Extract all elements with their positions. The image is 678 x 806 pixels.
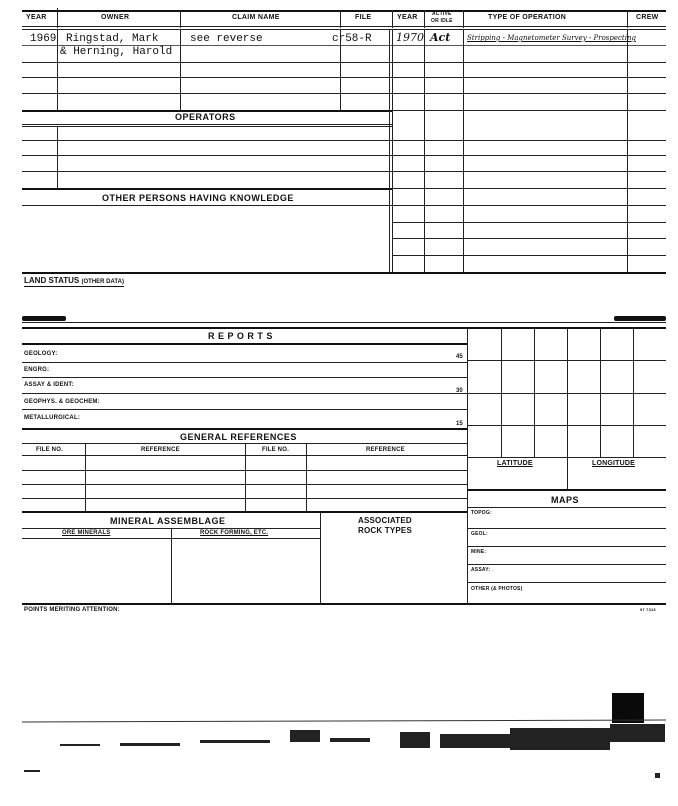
- ore-minerals: ORE MINERALS: [62, 530, 111, 536]
- header-active-line2: OR IDLE: [431, 18, 453, 24]
- ref-reference-1: REFERENCE: [141, 447, 180, 453]
- associated-line2: ROCK TYPES: [358, 526, 413, 535]
- maps-mine: MINE:: [471, 549, 487, 555]
- maps-geol: GEOL:: [471, 531, 488, 537]
- general-references-heading: GENERAL REFERENCES: [180, 432, 297, 442]
- header-claim-name: CLAIM NAME: [232, 14, 280, 21]
- header-active-line1: ACTIVE: [432, 11, 452, 17]
- ref-file-no-2: FILE NO.: [262, 447, 289, 453]
- reports-geophys: GEOPHYS. & GEOCHEM:: [24, 399, 100, 405]
- entry-op-year: 1970: [396, 31, 424, 44]
- reports-metallurgical: METALLURGICAL:: [24, 415, 81, 421]
- entry-year: 1969: [30, 33, 57, 45]
- reports-heading: R E P O R T S: [208, 331, 273, 341]
- reports-num-15: 15: [456, 421, 463, 427]
- entry-operation: Stripping - Magnetometer Survey - Prospecting: [467, 34, 636, 42]
- entry-active: Act: [430, 31, 451, 44]
- reports-assay: ASSAY & IDENT:: [24, 382, 74, 388]
- ref-reference-2: REFERENCE: [366, 447, 405, 453]
- longitude-label: LONGITUDE: [592, 460, 636, 467]
- maps-assay: ASSAY:: [471, 567, 491, 573]
- mineral-heading: MINERAL ASSEMBLAGE: [110, 516, 226, 526]
- reports-num-45: 45: [456, 354, 463, 360]
- entry-owner-line1: Ringstad, Mark: [66, 33, 159, 45]
- fold-mark-right: [614, 316, 666, 321]
- header-year-2: YEAR: [397, 14, 418, 21]
- fold-mark-left: [22, 316, 66, 321]
- operators-heading: OPERATORS: [175, 112, 236, 122]
- reports-num-30: 30: [456, 388, 463, 394]
- header-year: YEAR: [26, 14, 47, 21]
- points-meriting-attention: POINTS MERITING ATTENTION:: [24, 607, 120, 613]
- reports-engrg: ENGRG:: [24, 367, 50, 373]
- entry-claim-name: see reverse: [190, 33, 263, 45]
- maps-other: OTHER (& PHOTOS): [471, 586, 523, 592]
- land-status-sub: (OTHER DATA): [81, 279, 124, 285]
- land-status: [24, 276, 124, 287]
- form-number: 97 7313: [640, 607, 656, 612]
- entry-file: cr58-R: [332, 33, 372, 45]
- land-status-label: LAND STATUS: [24, 276, 80, 285]
- reports-geology: GEOLOGY:: [24, 351, 58, 357]
- scan-noise-band: [0, 700, 678, 790]
- entry-owner-line2: & Herning, Harold: [60, 46, 173, 58]
- maps-topog: TOPOG:: [471, 510, 492, 516]
- other-persons-heading: OTHER PERSONS HAVING KNOWLEDGE: [102, 193, 294, 203]
- ref-file-no-1: FILE NO.: [36, 447, 63, 453]
- latitude-label: LATITUDE: [497, 460, 533, 467]
- header-type-operation: TYPE OF OPERATION: [488, 14, 567, 21]
- rock-forming: ROCK FORMING, ETC.: [200, 530, 269, 536]
- header-file: FILE: [355, 14, 372, 21]
- header-owner: OWNER: [101, 14, 130, 21]
- associated-line1: ASSOCIATED: [358, 516, 412, 525]
- maps-heading: MAPS: [551, 495, 580, 505]
- header-crew: CREW: [636, 14, 659, 21]
